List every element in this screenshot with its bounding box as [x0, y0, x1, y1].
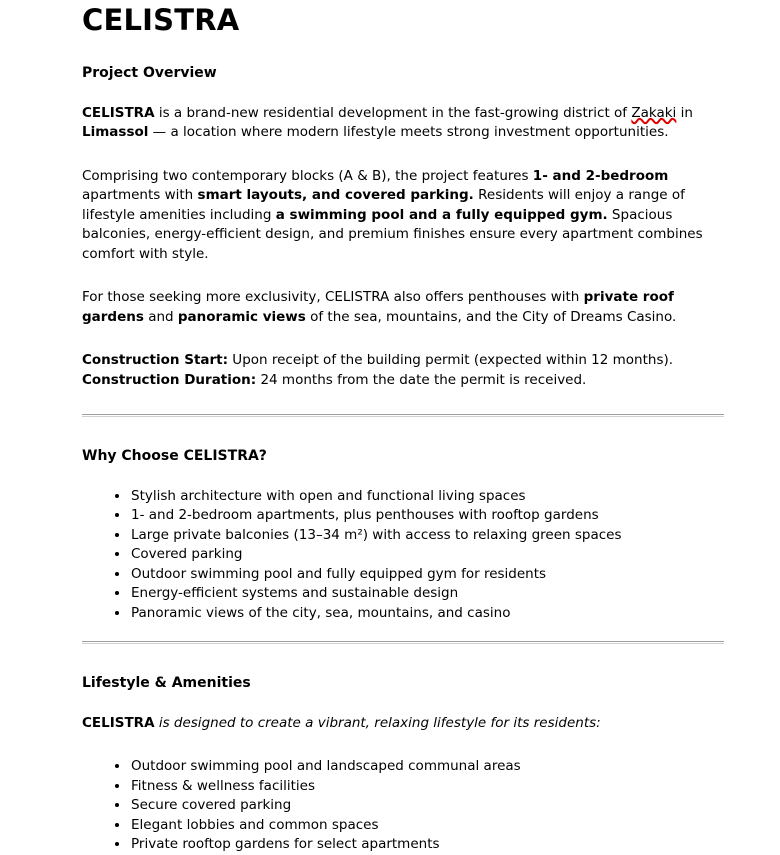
text-run: CELISTRA [82, 104, 155, 121]
paragraph [82, 104, 724, 143]
section-divider [82, 414, 724, 417]
text-run: 1- and 2-bedroom [532, 167, 669, 184]
text-run: Construction Start: [82, 352, 229, 368]
text-run: apartments with [82, 187, 198, 203]
text-run: Project Overview [82, 65, 217, 81]
text-run: 24 months from the date the permit is received. [256, 371, 587, 388]
text-run: Upon receipt of the building permit (expected within 12 months). [228, 352, 674, 368]
bullet-item: • Energy-efficient systems and sustainable design [130, 584, 724, 604]
paragraph [82, 714, 724, 734]
text-run: of the sea, mountains, and the City of Dreams Casino. [305, 308, 677, 325]
text-run: Spacious balconies, energy-efficient design, and premium finishes ensure every apartment combines comfort with style. [82, 206, 703, 262]
text-run: panoramic views [177, 308, 306, 325]
text-run: CELISTRA [82, 714, 155, 731]
text-run: Lifestyle & Amenities [82, 675, 251, 691]
bullet-item: • Outdoor swimming pool and landscaped communal areas [130, 757, 724, 777]
section-heading [82, 447, 724, 467]
text-run: in [676, 104, 693, 121]
text-run: private roof gardens [82, 289, 674, 325]
text-run: — a location where modern lifestyle meets strong investment opportunities. [148, 124, 669, 140]
text-run: Residents will enjoy a range of lifestyle amenities including [82, 187, 685, 223]
paragraph [82, 351, 724, 390]
document-title [82, 3, 724, 37]
bullet-item: • Outdoor swimming pool and fully equipped gym for residents [130, 565, 724, 585]
bullet-item: • Large private balconies (13–34 m²) with access to relaxing green spaces [130, 526, 724, 546]
text-run: is designed to create a vibrant, relaxing lifestyle for its residents: [158, 714, 601, 731]
text-run: Construction Duration: [82, 371, 257, 388]
text-run: a swimming pool and a fully equipped gym. [275, 206, 608, 223]
bullet-item: • Secure covered parking [130, 796, 724, 816]
text-run: is a brand-new residential development in the fast-growing district of [154, 104, 632, 121]
bullet-list [82, 757, 724, 855]
text-run: CELISTRA [82, 3, 240, 37]
bullet-item: • Fitness & wellness facilities [130, 777, 724, 797]
text-run: Limassol [82, 124, 149, 140]
bullet-list [82, 487, 724, 624]
spellcheck-flagged-word: Zakaki [631, 104, 677, 121]
bullet-item: • Panoramic views of the city, sea, mountains, and casino [130, 604, 724, 624]
section-heading [82, 674, 724, 694]
text-run: and [143, 308, 178, 325]
bullet-item: • Covered parking [130, 545, 724, 565]
bullet-item: • 1- and 2-bedroom apartments, plus penthouses with rooftop gardens [130, 506, 724, 526]
text-run: For those seeking more exclusivity, CELISTRA also offers penthouses with [82, 289, 584, 305]
text-run: smart layouts, and covered parking. [197, 187, 474, 203]
text-run: Comprising two contemporary blocks (A & B), the project features [82, 167, 533, 184]
bullet-item: • Elegant lobbies and common spaces [130, 816, 724, 836]
bullet-item: • Stylish architecture with open and functional living spaces [130, 487, 724, 507]
paragraph [82, 167, 724, 265]
section-divider [82, 641, 724, 644]
text-run: Why Choose CELISTRA? [82, 448, 267, 464]
section-heading [82, 64, 724, 84]
bullet-item: • Private rooftop gardens for select apartments [130, 835, 724, 855]
paragraph [82, 288, 724, 327]
